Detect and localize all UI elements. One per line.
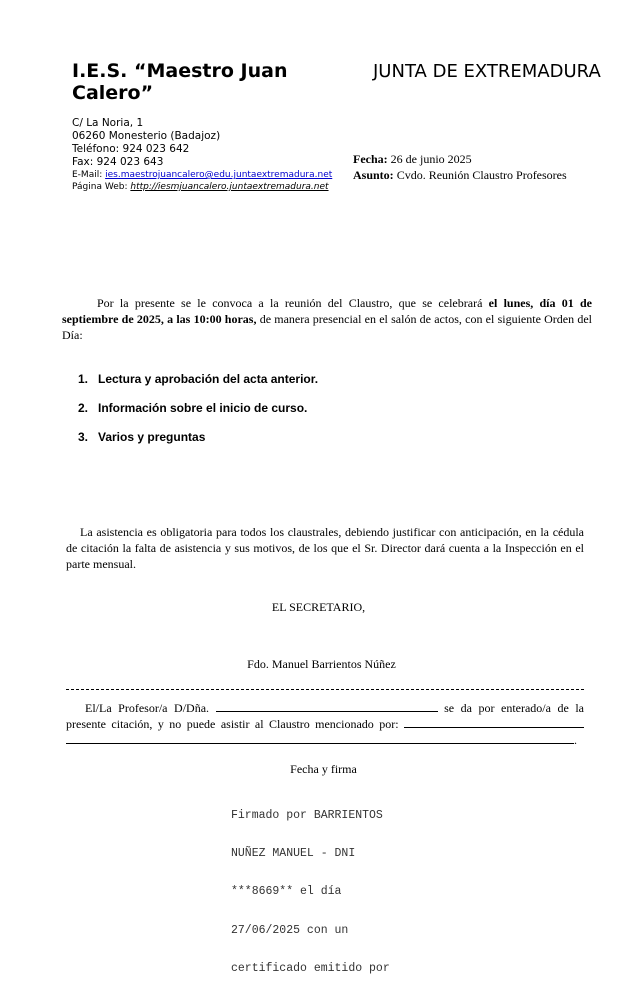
fecha-label: Fecha:	[353, 152, 388, 166]
agenda-number: 2.	[78, 401, 89, 415]
ack-rest: se da por enterado/a de la presente citación, y no puede asistir al Claustro mencionado por:	[66, 701, 585, 731]
agenda-text: Varios y preguntas	[98, 430, 206, 444]
signature-line: Firmado por BARRIENTOS	[231, 808, 383, 822]
fecha-line	[353, 151, 567, 167]
convocatoria-paragraph	[62, 295, 592, 343]
name-blank[interactable]	[216, 700, 438, 712]
fecha-value: 26 de junio 2025	[390, 152, 472, 166]
agenda-text: Lectura y aprobación del acta anterior.	[98, 372, 319, 386]
email-label: E-Mail:	[72, 170, 106, 180]
email-line	[72, 169, 332, 181]
meta-block	[353, 151, 567, 183]
contact-block	[72, 117, 332, 193]
junta-title: JUNTA DE EXTREMADURA	[373, 61, 601, 82]
asunto-label: Asunto:	[353, 168, 394, 182]
cut-line	[66, 689, 584, 690]
reason-blank[interactable]	[404, 716, 584, 728]
attendance-text: La asistencia es obligatoria para todos los claustrales, debiendo justificar con anticipación, en la cédula de citación la falta de asistencia y sus motivos, de los que el Sr. Director dará cuenta a la Inspección en el parte mensual.	[66, 525, 584, 571]
agenda-item	[78, 401, 318, 430]
school-name: I.E.S. “Maestro Juan Calero”	[72, 60, 288, 104]
signature-line: NUÑEZ MANUEL - DNI	[231, 846, 356, 860]
web-link[interactable]: http://iesmjuancalero.juntaextremadura.net	[130, 182, 329, 192]
reason-blank-line-2[interactable]	[66, 732, 574, 744]
secretary-title: EL SECRETARIO,	[271, 600, 366, 614]
web-label: Página Web:	[72, 182, 131, 192]
date-and-signature-label: Fecha y firma	[290, 762, 357, 776]
signature-line: 27/06/2025 con un	[231, 923, 349, 937]
p1-intro: Por la presente se le convoca a la reunión del Claustro, que se celebrará	[97, 296, 489, 310]
signature-line: ***8669** el día	[231, 885, 342, 899]
agenda-number: 3.	[78, 430, 89, 444]
asunto-value: Cvdo. Reunión Claustro Profesores	[396, 168, 567, 182]
p1-rest: de manera presencial en el salón de actos, con el siguiente Orden del Día:	[62, 312, 592, 342]
ack-intro: El/La Profesor/a D/Dña.	[85, 701, 210, 715]
acknowledgement-paragraph: El/La Profesor/a D/Dña. se da por enterado/a de la presente citación, y no puede asistir al Claustro mencionado por: .	[66, 701, 585, 747]
postal-address: 06260 Monesterio (Badajoz)	[72, 130, 221, 142]
agenda-item	[78, 372, 318, 401]
signature-line: certificado emitido por	[231, 962, 390, 976]
agenda-text: Información sobre el inicio de curso.	[98, 401, 308, 415]
asunto-line	[353, 167, 567, 183]
digital-signature-stamp	[231, 784, 390, 989]
agenda-item	[78, 430, 318, 459]
agenda-number: 1.	[78, 372, 89, 386]
phone: Teléfono: 924 023 642	[72, 143, 190, 155]
fax: Fax: 924 023 643	[72, 156, 164, 168]
email-link[interactable]: ies.maestrojuancalero@edu.juntaextremadura.net	[105, 170, 333, 180]
web-line	[72, 181, 332, 193]
agenda-list	[78, 372, 318, 459]
p1-date: el lunes, día 01 de septiembre de 2025, a las 10:00 horas,	[62, 296, 592, 326]
signatory-name: Fdo. Manuel Barrientos Núñez	[247, 657, 396, 671]
attendance-paragraph	[66, 524, 584, 572]
address: C/ La Noria, 1	[72, 117, 144, 129]
